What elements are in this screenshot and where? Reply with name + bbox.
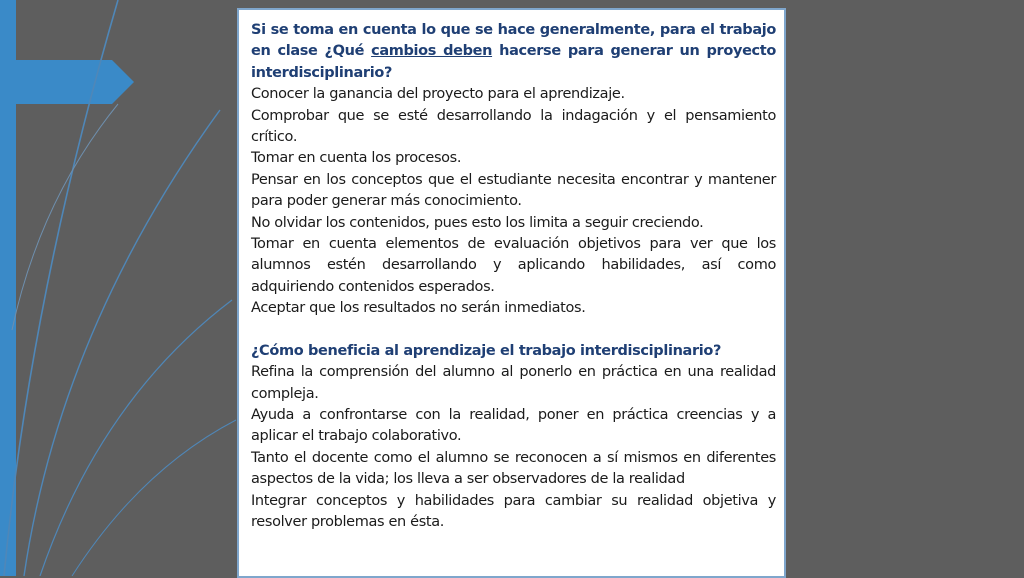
answer-line: Tomar en cuenta elementos de evaluación objetivos para ver que los alumnos estén desarrollando y aplicando habilidades, así como adquiriendo contenidos esperados. bbox=[251, 236, 776, 295]
question-heading-1 bbox=[251, 20, 776, 84]
decorative-curve bbox=[12, 104, 118, 330]
slide-content-card bbox=[237, 8, 786, 578]
answer-line: Integrar conceptos y habilidades para cambiar su realidad objetiva y resolver problemas en ésta. bbox=[251, 492, 776, 530]
answer-line: Comprobar que se esté desarrollando la indagación y el pensamiento crítico. bbox=[251, 107, 776, 146]
answer-line: Conocer la ganancia del proyecto para el aprendizaje. bbox=[251, 86, 625, 103]
slide-decoration bbox=[0, 0, 240, 576]
decorative-curve bbox=[40, 300, 232, 576]
answer-line: Ayuda a confrontarse con la realidad, poner en práctica creencias y a aplicar el trabajo colaborativo. bbox=[251, 406, 776, 445]
decorative-curve bbox=[72, 420, 236, 576]
answer-line: Tomar en cuenta los procesos. bbox=[251, 150, 462, 167]
answer-line: No olvidar los contenidos, pues esto los limita a seguir creciendo. bbox=[251, 214, 704, 231]
question-text: hacerse para generar un proyecto interdisciplinario? bbox=[251, 43, 776, 81]
spacer bbox=[251, 320, 776, 341]
answer-line: Tanto el docente como el alumno se reconocen a sí mismos en diferentes aspectos de la vida; los lleva a ser observadores de la realidad bbox=[251, 449, 776, 488]
underlined-text: cambios deben bbox=[371, 43, 493, 60]
question-heading-2: ¿Cómo beneficia al aprendizaje el trabajo interdisciplinario? bbox=[251, 342, 722, 359]
answer-line: Pensar en los conceptos que el estudiante necesita encontrar y mantener para poder generar más conocimiento. bbox=[251, 171, 776, 210]
accent-arrow bbox=[0, 60, 134, 104]
answer-line: Aceptar que los resultados no serán inmediatos. bbox=[251, 300, 586, 317]
decorative-curve bbox=[24, 110, 220, 576]
question-text: Si se toma en cuenta lo que se hace generalmente, para el trabajo en clase ¿Qué bbox=[251, 22, 776, 60]
answer-line: Refina la comprensión del alumno al ponerlo en práctica en una realidad compleja. bbox=[251, 364, 776, 402]
